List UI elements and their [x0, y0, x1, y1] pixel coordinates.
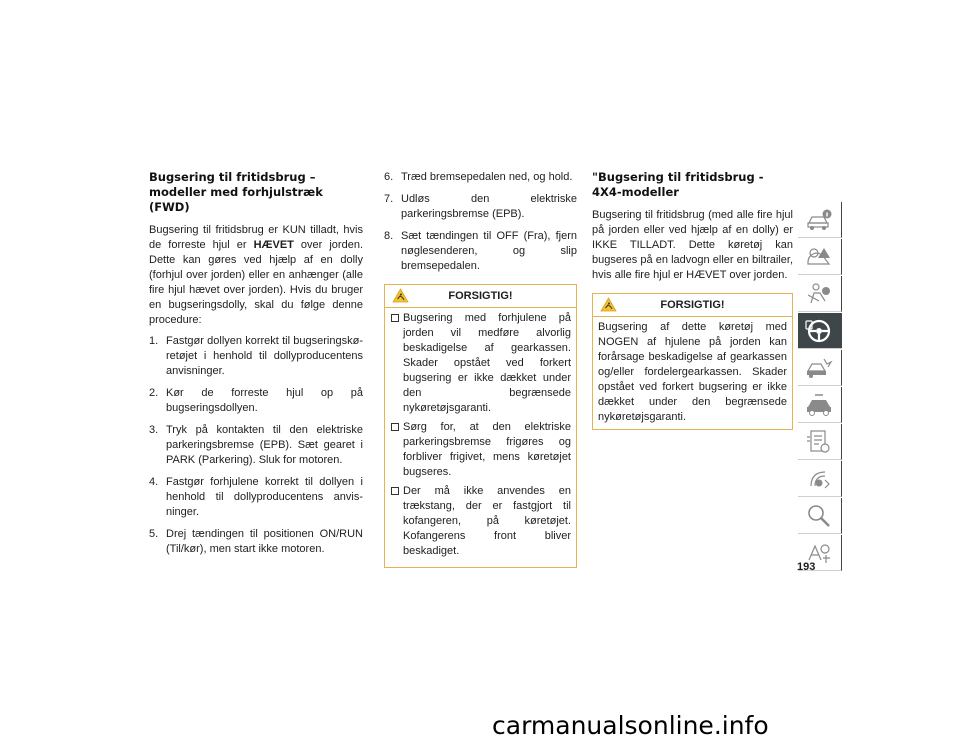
- step-text: Udløs den elektriske parkeringsbremse (EPB).: [401, 193, 577, 220]
- multimedia-icon: [805, 466, 833, 492]
- tab-technical[interactable]: [798, 424, 842, 460]
- step-item: [149, 527, 363, 557]
- step-number: 4.: [149, 476, 159, 488]
- column-left: [149, 170, 363, 564]
- step-number: 8.: [384, 230, 394, 242]
- checkbox-bullet-icon: [391, 487, 399, 495]
- procedure-steps-1: [149, 334, 363, 557]
- step-item: [149, 334, 363, 379]
- section-title-4x4: "Bugsering til fritidsbrug - 4X4-modeller: [592, 170, 764, 199]
- crash-car-icon: [805, 355, 833, 381]
- caution-box-fwd: [384, 284, 577, 568]
- step-item: [149, 386, 363, 416]
- caution-item: [390, 311, 571, 416]
- caution-item: [390, 420, 571, 480]
- page-number: 193: [797, 561, 816, 573]
- tab-emergency[interactable]: [798, 350, 842, 386]
- tab-languages[interactable]: [798, 535, 842, 571]
- tab-starting-driving[interactable]: [798, 313, 842, 349]
- car-info-icon: [805, 207, 833, 233]
- tab-warning-lights[interactable]: [798, 239, 842, 275]
- caution-item-text: Der må ikke anvendes en trækstang, der er fastgjort til kofangeren, på køretøjet. Kofangerens front bliver beskadiget.: [403, 485, 571, 557]
- caution-title: FORSIGTIG!: [448, 290, 513, 302]
- warning-triangle-icon: [600, 297, 617, 312]
- tab-car-info[interactable]: [798, 202, 842, 238]
- watermark-text: carmanualsonline.info: [492, 712, 769, 738]
- step-item: [384, 229, 577, 274]
- caution-title: FORSIGTIG!: [660, 299, 725, 311]
- step-number: 5.: [149, 528, 159, 540]
- step-text: Træd bremsepedalen ned, og hold.: [401, 171, 573, 183]
- caution-box-4x4: [592, 293, 793, 430]
- tab-index[interactable]: [798, 498, 842, 534]
- caution-item-text: Sørg for, at den elektriske parkeringsbremse frigøres og forbliver frigivet, mens køretøjet bugseres.: [403, 421, 571, 478]
- intro-paragraph: [149, 223, 363, 328]
- steering-wheel-icon: [805, 318, 833, 344]
- caution-body: [385, 308, 576, 567]
- safety-airbag-icon: [805, 281, 833, 307]
- body-paragraph-4x4: Bugsering til fritidsbrug (med alle fire hjul på jorden eller ved hjælp af en dolly) er IKKE TILLADT. Dette køretøj kan bugseres på en ladvogn eller en biltrailer, hvis alle fire hjul er HÆVET over jorden.: [592, 209, 793, 281]
- column-middle: [384, 170, 577, 568]
- step-item: [384, 170, 577, 185]
- language-icon: [805, 540, 833, 566]
- step-number: 1.: [149, 335, 159, 347]
- watermark: [492, 712, 952, 738]
- step-text: Fastgør forhjulene korrekt til dollyen i henhold til dollyproducentens anvisninger.: [166, 476, 363, 518]
- tab-multimedia[interactable]: [798, 461, 842, 497]
- warning-triangle-icon: [392, 288, 409, 303]
- step-item: [149, 423, 363, 468]
- warning-lights-icon: [805, 244, 833, 270]
- intro-text-a: Bugsering til fritidsbrug er KUN tilladt, hvis de forreste hjul er: [149, 224, 363, 251]
- column-right: [592, 170, 793, 430]
- step-number: 6.: [384, 171, 394, 183]
- step-number: 7.: [384, 193, 394, 205]
- step-text: Sæt tændingen til OFF (Fra), fjern nøglesenderen, og slip bremsepedalen.: [401, 230, 577, 272]
- car-service-icon: [805, 392, 833, 418]
- step-text: Tryk på kontakten til den elektriske parkeringsbremse (EPB). Sæt gearet i PARK (Parkering). Sluk for motoren.: [166, 424, 363, 466]
- checkbox-bullet-icon: [391, 314, 399, 322]
- maintenance-checklist-icon: [805, 429, 833, 455]
- tab-service[interactable]: [798, 387, 842, 423]
- step-text: Kør de forreste hjul op på bugseringsdollyen.: [166, 387, 363, 414]
- caution-text: Bugsering af dette køretøj med NOGEN af hjulene på jorden kan forårsage beskadigelse af gearkassen og/eller fordelergearkassen. Skader opstået ved forkert bugsering er ikke dækket under den begrænsede nykøretøjsgaranti.: [598, 321, 787, 423]
- caution-header: [385, 285, 576, 308]
- caution-header: [593, 294, 792, 317]
- checkbox-bullet-icon: [391, 423, 399, 431]
- section-title-fwd: Bugsering til fritidsbrug – modeller med forhjulstræk (FWD): [149, 170, 323, 214]
- magnifier-index-icon: [805, 503, 833, 529]
- caution-item-text: Bugsering med forhjulene på jorden vil medføre alvorlig beskadigelse af gearkassen. Skader opstået ved forkert bugsering er ikke dækket under den begrænsede nykøretøjsgaranti.: [403, 312, 571, 414]
- tab-safety[interactable]: [798, 276, 842, 312]
- caution-list: [390, 311, 571, 559]
- intro-text-b: over jorden. Dette kan gøres ved hjælp af en dolly (forhjul over jorden) eller en anhænger (alle fire hjul hævet over jorden). Hvis du bruger en bugseringsdolly, skal du følge denne procedure:: [149, 239, 363, 326]
- caution-item: [390, 484, 571, 559]
- step-number: 3.: [149, 424, 159, 436]
- chapter-tabs: [798, 202, 842, 572]
- step-text: Drej tændingen til positionen ON/RUN (Til/kør), men start ikke motoren.: [166, 528, 363, 555]
- step-item: [384, 192, 577, 222]
- caution-body: [593, 317, 792, 429]
- procedure-steps-2: [384, 170, 577, 274]
- step-number: 2.: [149, 387, 159, 399]
- step-text: Fastgør dollyen korrekt til bugseringskøretøjet i henhold til dollyproducentens anvisninger.: [166, 335, 363, 377]
- intro-bold-word: HÆVET: [253, 239, 294, 251]
- step-item: [149, 475, 363, 520]
